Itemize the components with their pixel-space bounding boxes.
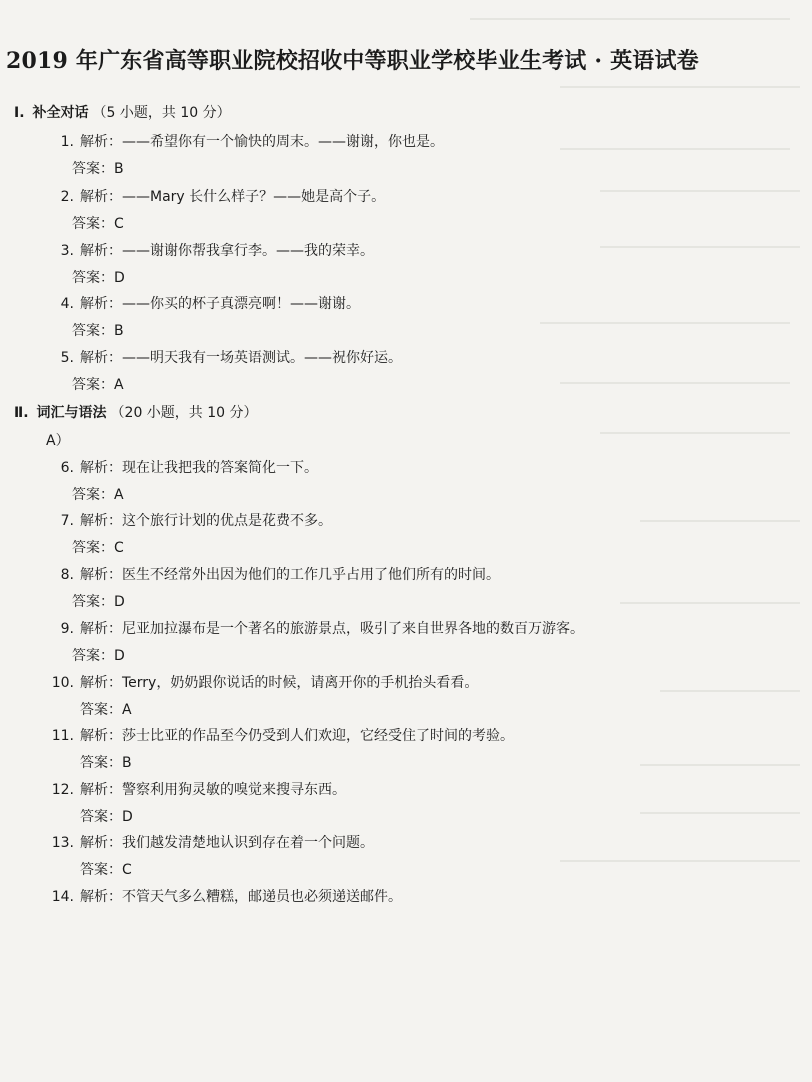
item-number: 4.: [60, 296, 74, 312]
section-title: 词汇与语法: [36, 405, 107, 421]
item-answer: 答案：B: [72, 323, 124, 339]
item-number: 3.: [60, 243, 74, 259]
item-analysis: [42, 618, 584, 638]
item-number: 8.: [60, 567, 74, 583]
item-answer: 答案：C: [72, 216, 124, 232]
item-number: 9.: [60, 621, 74, 637]
item-number: 5.: [60, 350, 74, 366]
section-numeral: Ⅱ.: [14, 405, 29, 421]
section-heading: [14, 402, 258, 422]
item-analysis: [42, 672, 478, 692]
section-note: （20 小题，共 10 分）: [110, 405, 258, 421]
item-answer: 答案：C: [80, 862, 132, 878]
analysis-text: 解析：医生不经常外出因为他们的工作几乎占用了他们所有的时间。: [80, 567, 500, 583]
item-number: 12.: [51, 782, 74, 798]
analysis-text: 解析：——明天我有一场英语测试。——祝你好运。: [80, 350, 402, 366]
analysis-text: 解析：不管天气多么糟糕，邮递员也必须递送邮件。: [80, 889, 402, 905]
analysis-text: 解析：现在让我把我的答案简化一下。: [80, 460, 318, 476]
item-answer: 答案：A: [80, 702, 132, 718]
section-numeral: Ⅰ.: [14, 105, 25, 121]
item-analysis: [42, 293, 360, 313]
item-answer: 答案：C: [72, 540, 124, 556]
item-answer: 答案：D: [80, 809, 133, 825]
item-analysis: [42, 186, 385, 206]
item-number: 7.: [60, 513, 74, 529]
item-number: 2.: [60, 189, 74, 205]
item-analysis: [42, 832, 374, 852]
analysis-text: 解析：——你买的杯子真漂亮啊！——谢谢。: [80, 296, 360, 312]
item-analysis: [42, 347, 402, 367]
item-number: 13.: [51, 835, 74, 851]
item-answer: 答案：A: [72, 487, 124, 503]
part-label: A）: [46, 433, 70, 449]
section-heading: [14, 102, 231, 122]
item-analysis: [42, 564, 500, 584]
analysis-text: 解析：这个旅行计划的优点是花费不多。: [80, 513, 332, 529]
item-answer: 答案：D: [72, 594, 125, 610]
analysis-text: 解析：莎士比亚的作品至今仍受到人们欢迎，它经受住了时间的考验。: [80, 728, 514, 744]
item-analysis: [42, 779, 346, 799]
item-answer: 答案：D: [72, 648, 125, 664]
analysis-text: 解析：尼亚加拉瀑布是一个著名的旅游景点，吸引了来自世界各地的数百万游客。: [80, 621, 584, 637]
item-answer: 答案：B: [80, 755, 132, 771]
item-answer: 答案：A: [72, 377, 124, 393]
page-title: 2019 年广东省高等职业院校招收中等职业学校毕业生考试 · 英语试卷: [6, 48, 699, 74]
analysis-text: 解析：——谢谢你帮我拿行李。——我的荣幸。: [80, 243, 374, 259]
analysis-text: 解析：——希望你有一个愉快的周末。——谢谢，你也是。: [80, 134, 444, 150]
analysis-text: 解析：我们越发清楚地认识到存在着一个问题。: [80, 835, 374, 851]
item-answer: 答案：D: [72, 270, 125, 286]
item-analysis: [42, 131, 444, 151]
item-analysis: [42, 725, 514, 745]
section-note: （5 小题，共 10 分）: [92, 105, 231, 121]
item-analysis: [42, 510, 332, 530]
section-title: 补全对话: [32, 105, 89, 121]
item-analysis: [42, 240, 374, 260]
item-number: 1.: [60, 134, 74, 150]
item-analysis: [42, 457, 318, 477]
item-analysis: [42, 886, 402, 906]
analysis-text: 解析：Terry，奶奶跟你说话的时候，请离开你的手机抬头看看。: [80, 675, 479, 691]
analysis-text: 解析：警察利用狗灵敏的嗅觉来搜寻东西。: [80, 782, 346, 798]
item-number: 14.: [51, 889, 74, 905]
item-number: 6.: [60, 460, 74, 476]
item-number: 11.: [51, 728, 74, 744]
item-answer: 答案：B: [72, 161, 124, 177]
analysis-text: 解析：——Mary 长什么样子？——她是高个子。: [80, 189, 386, 205]
item-number: 10.: [51, 675, 74, 691]
